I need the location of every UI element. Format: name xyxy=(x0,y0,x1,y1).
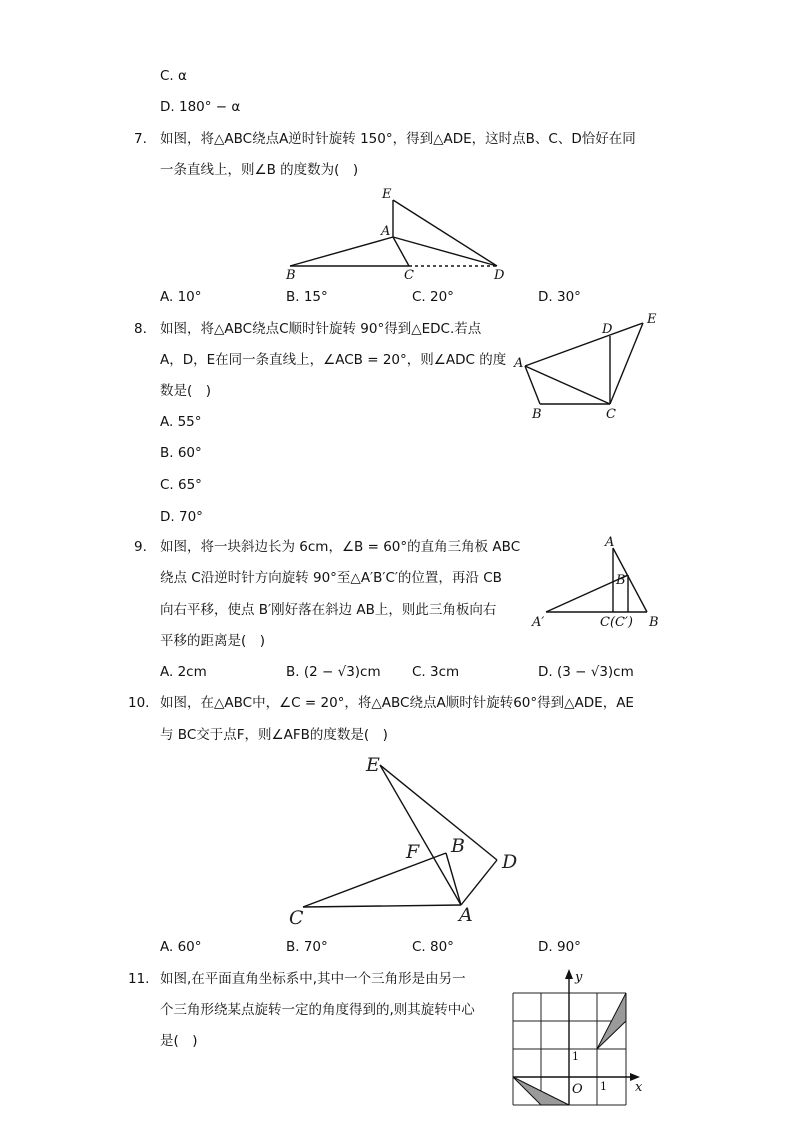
q11-stem-line1: 如图,在平面直角坐标系中,其中一个三角形是由另一 xyxy=(160,971,466,987)
q10-stem-line2: 与 BC交于点F，则∠AFB的度数是( ) xyxy=(160,727,388,743)
q11-label-x: x xyxy=(635,1080,643,1095)
q10-option-d: D. 90° xyxy=(538,939,581,955)
q9-option-a: A. 2cm xyxy=(160,664,207,680)
q9-label-b: B xyxy=(649,615,659,630)
q10-stem-line1: 如图，在△ABC中，∠C = 20°，将△ABC绕点A顺时针旋转60°得到△ADE，AE xyxy=(160,695,634,711)
q11-label-y: y xyxy=(575,970,583,985)
q7-number: 7. xyxy=(134,131,147,147)
q8-option-d: D. 70° xyxy=(160,509,203,525)
q9-stem-line1: 如图，将一块斜边长为 6cm，∠B = 60°的直角三角板 ABC xyxy=(160,539,521,555)
q9-stem-line3: 向右平移，使点 B′刚好落在斜边 AB上，则此三角板向右 xyxy=(160,602,497,618)
q9-stem-line4: 平移的距离是( ) xyxy=(160,633,266,649)
q7-option-a: A. 10° xyxy=(160,289,202,305)
q9-label-cc1: C(C′) xyxy=(600,615,633,630)
q6-option-d: D. 180° − α xyxy=(160,99,241,115)
q10-label-d: D xyxy=(502,851,518,873)
q9-label-a: A xyxy=(605,535,615,550)
q11-label-y-unit: 1 xyxy=(572,1050,579,1063)
q10-option-b: B. 70° xyxy=(286,939,328,955)
q8-option-c: C. 65° xyxy=(160,477,202,493)
q9-option-d: D. (3 − √3)cm xyxy=(538,664,634,680)
q10-label-e: E xyxy=(366,754,380,776)
q8-label-e: E xyxy=(647,312,657,327)
q8-label-a: A xyxy=(514,356,524,371)
q10-label-b: B xyxy=(451,835,465,857)
q8-label-d: D xyxy=(602,322,613,337)
q9-label-b1: B′ xyxy=(616,573,629,588)
q8-stem-line3: 数是( ) xyxy=(160,383,212,399)
q8-stem-line1: 如图，将△ABC绕点C顺时针旋转 90°得到△EDC.若点 xyxy=(160,321,482,337)
q7-label-b: B xyxy=(286,268,296,283)
q11-label-origin: O xyxy=(572,1082,583,1097)
q11-y-axis-arrow xyxy=(565,969,573,979)
q7-label-e: E xyxy=(382,187,392,202)
q8-number: 8. xyxy=(134,321,147,337)
q7-stem-line1: 如图，将△ABC绕点A逆时针旋转 150°，得到△ADE，这时点B、C、D恰好在同 xyxy=(160,131,636,147)
q7-label-d: D xyxy=(494,268,505,283)
q11-label-x-unit: 1 xyxy=(600,1080,607,1093)
q8-option-a: A. 55° xyxy=(160,414,202,430)
q7-label-c: C xyxy=(404,268,414,283)
q10-label-c: C xyxy=(289,907,304,929)
q9-number: 9. xyxy=(134,539,147,555)
q10-label-f: F xyxy=(406,841,420,863)
q9-stem-line2: 绕点 C沿逆时针方向旋转 90°至△A′B′C′的位置，再沿 CB xyxy=(160,570,502,586)
q7-option-c: C. 20° xyxy=(412,289,454,305)
q8-label-c: C xyxy=(606,407,616,422)
q7-option-d: D. 30° xyxy=(538,289,581,305)
q8-label-b: B xyxy=(532,407,542,422)
q11-stem-line3: 是( ) xyxy=(160,1033,198,1049)
q8-option-b: B. 60° xyxy=(160,445,202,461)
q10-number: 10. xyxy=(128,695,150,711)
q9-option-b: B. (2 − √3)cm xyxy=(286,664,381,680)
q6-option-c: C. α xyxy=(160,68,187,84)
q11-stem-line2: 个三角形绕某点旋转一定的角度得到的,则其旋转中心 xyxy=(160,1002,475,1018)
q7-stem-line2: 一条直线上，则∠B 的度数为( ) xyxy=(160,162,359,178)
q10-label-a: A xyxy=(459,904,473,926)
q10-option-c: C. 80° xyxy=(412,939,454,955)
q10-option-a: A. 60° xyxy=(160,939,202,955)
q7-option-b: B. 15° xyxy=(286,289,328,305)
q11-number: 11. xyxy=(128,971,150,987)
q8-stem-line2: A，D，E在同一条直线上，∠ACB = 20°，则∠ADC 的度 xyxy=(160,352,507,368)
q9-label-a1: A′ xyxy=(532,615,545,630)
q9-option-c: C. 3cm xyxy=(412,664,460,680)
q7-label-a: A xyxy=(381,224,391,239)
